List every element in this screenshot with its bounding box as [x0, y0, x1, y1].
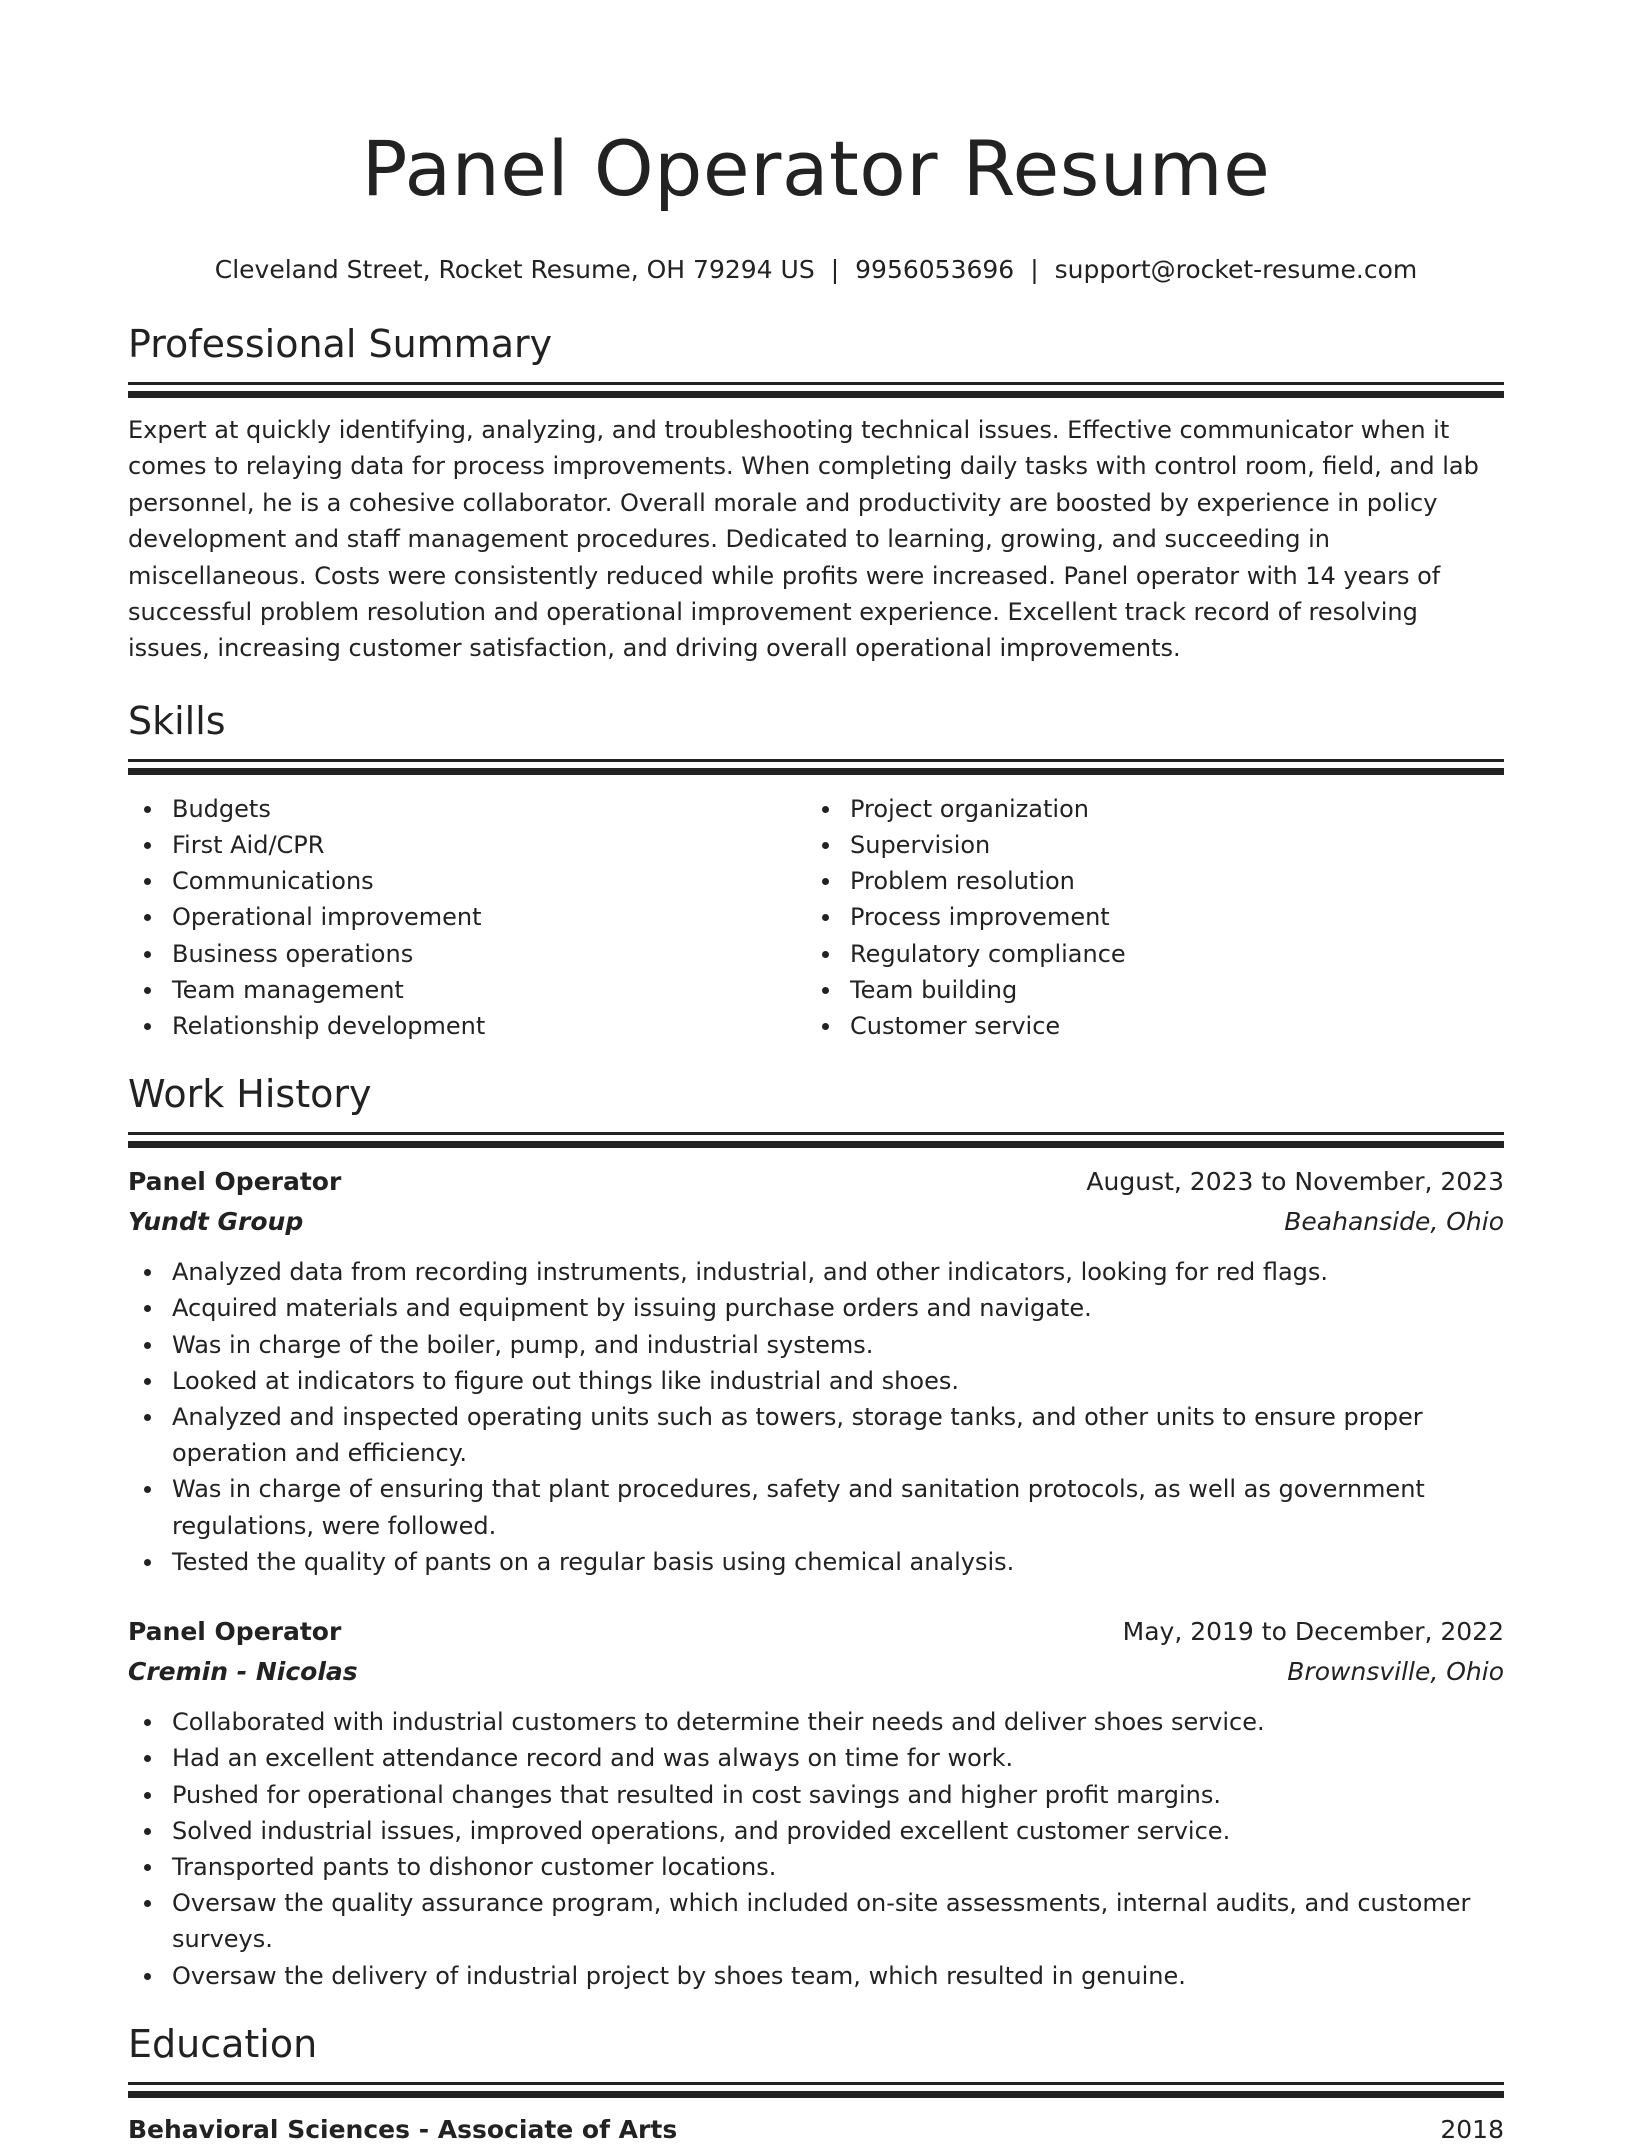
- section-divider-thick: [128, 768, 1504, 775]
- education-degree: Behavioral Sciences - Associate of Arts: [128, 2114, 678, 2144]
- job-title: Panel Operator: [128, 1617, 342, 1647]
- work-history-heading: Work History: [128, 1072, 372, 1117]
- job-location: Brownsville, Ohio: [1287, 1657, 1504, 1687]
- skills-section: [128, 697, 1504, 1044]
- skills-list-left: [128, 791, 806, 1044]
- job-bullets: [128, 1254, 1504, 1580]
- job-subheader: [128, 1202, 1504, 1242]
- skill-item: Project organization: [806, 791, 1484, 827]
- job-company: Yundt Group: [128, 1207, 304, 1237]
- skills-heading: Skills: [128, 698, 226, 743]
- education-entry: [128, 2110, 1504, 2150]
- skill-item: Regulatory compliance: [806, 936, 1484, 972]
- contact-separator: |: [830, 255, 840, 284]
- contact-phone: 9956053696: [855, 255, 1015, 284]
- section-divider: [128, 2082, 1504, 2085]
- skill-item: Operational improvement: [128, 899, 806, 935]
- summary-text: Expert at quickly identifying, analyzing, and troubleshooting technical issues. Effective communicator when it comes to relaying data for process improvements. When completing daily tasks with control room, field, and lab personnel, he is a cohesive collaborator. Overall morale and productivity are boosted by experience in policy development and staff management procedures. Dedicated to learning, growing, and succeeding in miscellaneous. Costs were consistently reduced while profits were increased. Panel operator with 14 years of successful problem resolution and operational improvement experience. Excellent track record of resolving issues, increasing customer satisfaction, and driving overall operational improvements.: [128, 416, 1479, 663]
- job-bullets: [128, 1704, 1504, 1994]
- education-section: [128, 2020, 1504, 2150]
- contact-line: [128, 254, 1504, 286]
- job-subheader: [128, 1652, 1504, 1692]
- job-location: Beahanside, Ohio: [1284, 1207, 1504, 1237]
- job-entry: [128, 1612, 1504, 1994]
- skill-item: Process improvement: [806, 899, 1484, 935]
- section-divider: [128, 382, 1504, 385]
- skill-item: Problem resolution: [806, 863, 1484, 899]
- resume-title: Panel Operator Resume: [361, 124, 1271, 213]
- job-dates: August, 2023 to November, 2023: [1086, 1167, 1504, 1197]
- skill-item: Relationship development: [128, 1008, 806, 1044]
- skill-item: Budgets: [128, 791, 806, 827]
- resume-page: [128, 0, 1504, 2150]
- job-entry: [128, 1162, 1504, 1580]
- skills-columns: [128, 791, 1504, 1044]
- skills-list-right: [806, 791, 1484, 1044]
- job-bullet: Oversaw the delivery of industrial project by shoes team, which resulted in genuine.: [128, 1958, 1504, 1994]
- job-bullet: Had an excellent attendance record and was always on time for work.: [128, 1740, 1504, 1776]
- skill-item: Team management: [128, 972, 806, 1008]
- job-header: [128, 1162, 1504, 1202]
- job-bullet: Looked at indicators to figure out things like industrial and shoes.: [128, 1363, 1504, 1399]
- job-bullet: Transported pants to dishonor customer locations.: [128, 1849, 1504, 1885]
- job-bullet: Was in charge of the boiler, pump, and industrial systems.: [128, 1327, 1504, 1363]
- job-bullet: Analyzed data from recording instruments, industrial, and other indicators, looking for red flags.: [128, 1254, 1504, 1290]
- skill-item: Team building: [806, 972, 1484, 1008]
- section-divider-thick: [128, 391, 1504, 398]
- skill-item: First Aid/CPR: [128, 827, 806, 863]
- section-divider: [128, 759, 1504, 762]
- skill-item: Supervision: [806, 827, 1484, 863]
- job-bullet: Collaborated with industrial customers to determine their needs and deliver shoes service.: [128, 1704, 1504, 1740]
- summary-heading: Professional Summary: [128, 322, 553, 366]
- skill-item: Customer service: [806, 1008, 1484, 1044]
- job-bullet: Pushed for operational changes that resulted in cost savings and higher profit margins.: [128, 1777, 1504, 1813]
- job-title: Panel Operator: [128, 1167, 342, 1197]
- section-divider: [128, 1132, 1504, 1135]
- contact-address: Cleveland Street, Rocket Resume, OH 79294 US: [214, 255, 815, 284]
- education-heading: Education: [128, 2021, 318, 2066]
- job-company: Cremin - Nicolas: [128, 1657, 358, 1687]
- job-bullet: Was in charge of ensuring that plant procedures, safety and sanitation protocols, as well as government regulations, were followed.: [128, 1471, 1504, 1543]
- summary-section: [128, 320, 1504, 667]
- skill-item: Business operations: [128, 936, 806, 972]
- job-bullet: Analyzed and inspected operating units such as towers, storage tanks, and other units to ensure proper operation and efficiency.: [128, 1399, 1504, 1471]
- work-history-section: [128, 1070, 1504, 1993]
- job-bullet: Solved industrial issues, improved operations, and provided excellent customer service.: [128, 1813, 1504, 1849]
- job-bullet: Oversaw the quality assurance program, which included on-site assessments, internal audits, and customer surveys.: [128, 1885, 1504, 1957]
- job-header: [128, 1612, 1504, 1652]
- section-divider-thick: [128, 2091, 1504, 2098]
- education-year: 2018: [1440, 2114, 1504, 2144]
- section-divider-thick: [128, 1141, 1504, 1148]
- contact-separator: |: [1030, 255, 1039, 284]
- job-bullet: Tested the quality of pants on a regular basis using chemical analysis.: [128, 1544, 1504, 1580]
- skill-item: Communications: [128, 863, 806, 899]
- job-bullet: Acquired materials and equipment by issuing purchase orders and navigate.: [128, 1290, 1504, 1326]
- job-dates: May, 2019 to December, 2022: [1122, 1617, 1504, 1647]
- contact-email: support@rocket-resume.com: [1054, 255, 1418, 284]
